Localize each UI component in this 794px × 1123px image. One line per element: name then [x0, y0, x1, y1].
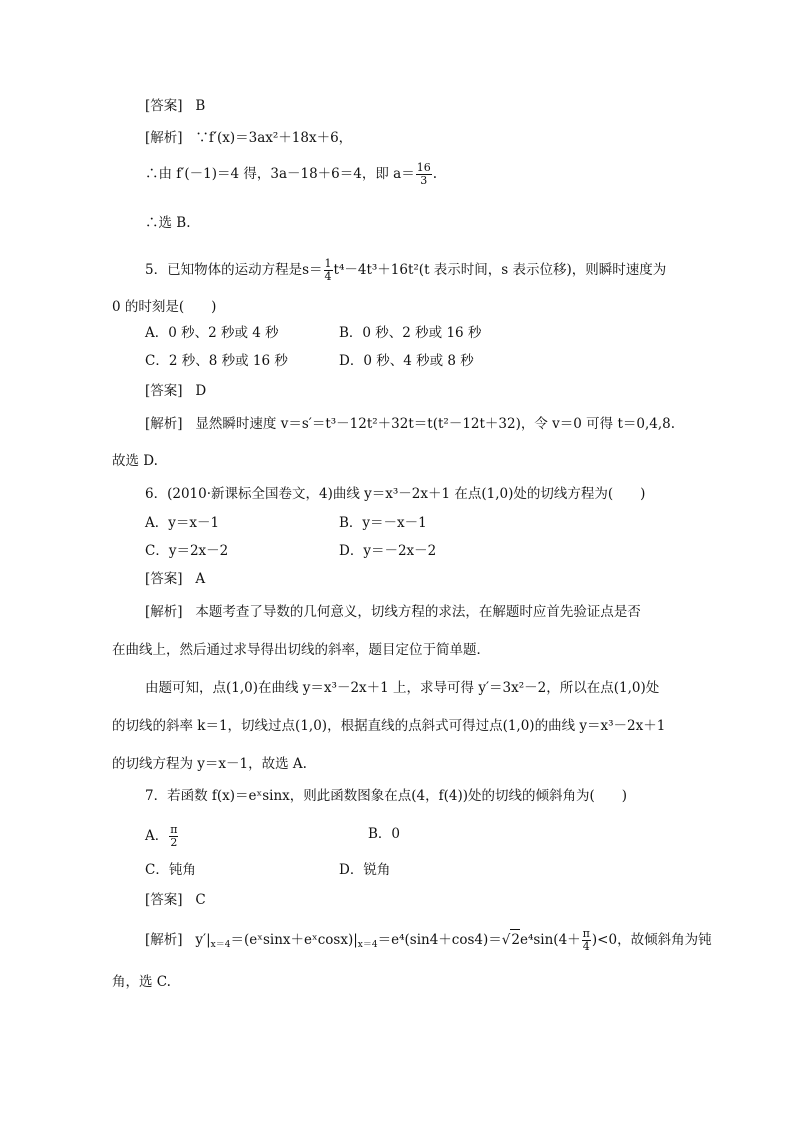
- analysis-line-7-1: [145, 928, 712, 953]
- answer-line-5: [145, 381, 206, 401]
- question-5-line-2: [112, 297, 216, 317]
- formula-part: y′|: [195, 932, 211, 948]
- fraction: [324, 258, 333, 283]
- formula-part: )<0，故倾斜角为钝: [591, 932, 712, 948]
- fraction-numerator: 16: [416, 161, 431, 174]
- option-c: C．钝角: [145, 862, 196, 878]
- analysis-text: 的切线方程为 y＝x－1，故选 A.: [112, 756, 307, 772]
- option-a: [145, 824, 179, 849]
- formula-subscript: x＝4: [210, 940, 231, 950]
- fraction: [169, 824, 178, 849]
- analysis-text: 本题考查了导数的几何意义，切线方程的求法，在解题时应首先验证点是否: [195, 604, 641, 620]
- option-a: A．y＝x－1: [145, 515, 220, 531]
- question-5-line-1: [145, 258, 666, 283]
- question-text: 7．若函数 f(x)＝eˣsinx，则此函数图象在点(4，f(4))处的切线的倾斜角为( ): [145, 788, 628, 804]
- option-b: B．y＝－x－1: [339, 515, 427, 531]
- fraction: [582, 928, 591, 953]
- answer-line-6: [145, 569, 205, 589]
- analysis-text: 的切线的斜率 k＝1，切线过点(1,0)，根据直线的点斜式可得过点(1,0)的曲线 y＝x³－2x＋1: [112, 718, 666, 734]
- fraction-denominator: 3: [420, 174, 428, 187]
- analysis-line-4-3: [145, 213, 191, 233]
- analysis-text: 显然瞬时速度 v＝s′＝t³－12t²＋32t＝t(t²－12t＋32)，令 v＝0 可得 t＝0,4,8.: [195, 416, 676, 432]
- analysis-text: 由题可知，点(1,0)在曲线 y＝x³－2x＋1 上，求导可得 y′＝3x²－2，所以在点(1,0)处: [145, 680, 660, 696]
- question-text: 5．已知物体的运动方程是s＝: [145, 262, 323, 278]
- option-c: C．y＝2x－2: [145, 543, 229, 559]
- question-6-line-1: [145, 484, 645, 504]
- analysis-tag: [解析]: [145, 604, 183, 620]
- analysis-line-6-4: [112, 716, 665, 736]
- formula-part: ＝e⁴(sin4＋cos4)＝: [377, 932, 502, 948]
- option-c: C．2 秒、8 秒或 16 秒: [145, 353, 288, 369]
- fraction-numerator: 1: [324, 257, 332, 270]
- analysis-line-6-3: [145, 678, 659, 698]
- analysis-text: ∴选 B.: [145, 215, 191, 231]
- option-a: A．0 秒、2 秒或 4 秒: [145, 325, 279, 341]
- option-b: B．0: [368, 826, 401, 842]
- analysis-text: 在曲线上，然后通过求导得出切线的斜率，题目定位于简单题．: [112, 642, 490, 658]
- answer-tag: [答案]: [145, 383, 183, 399]
- fraction-denominator: 4: [324, 270, 332, 283]
- fraction-numerator: π: [170, 823, 178, 836]
- answer-tag: [答案]: [145, 98, 183, 114]
- analysis-text: ∴由 f′(－1)＝4 得，3a－18＋6＝4，即 a＝: [145, 166, 415, 182]
- fraction-denominator: 4: [582, 940, 590, 953]
- answer-tag: [答案]: [145, 892, 183, 908]
- analysis-text: .: [432, 166, 437, 182]
- fraction-denominator: 2: [170, 836, 178, 849]
- analysis-text: 故选 D.: [112, 453, 158, 469]
- fraction: [416, 162, 432, 187]
- answer-value: A: [195, 571, 206, 587]
- sqrt-sign: √: [501, 932, 511, 948]
- option-d: D．y＝－2x－2: [339, 543, 437, 559]
- analysis-line-5-2: [112, 451, 158, 471]
- answer-tag: [答案]: [145, 571, 183, 587]
- analysis-tag: [解析]: [145, 416, 183, 432]
- analysis-line-5-1: [145, 414, 675, 434]
- formula-part: ＝(eˣsinx＋eˣcosx)|: [230, 932, 358, 948]
- analysis-line-6-1: [145, 602, 641, 622]
- formula-part: e⁴sin(4＋: [519, 932, 581, 948]
- analysis-tag: [解析]: [145, 932, 183, 948]
- sqrt-radicand: 2: [510, 929, 520, 950]
- analysis-line-4-2: [145, 162, 437, 187]
- analysis-text: ∵f′(x)＝3ax²＋18x＋6，: [195, 130, 353, 146]
- option-d: D．锐角: [339, 862, 391, 878]
- question-7-line-1: [145, 786, 627, 806]
- answer-line-7: [145, 890, 206, 910]
- option-d: D．0 秒、4 秒或 8 秒: [339, 353, 474, 369]
- analysis-line-4-1: [145, 128, 352, 148]
- analysis-line-7-2: [112, 972, 171, 992]
- answer-value: C: [195, 892, 206, 908]
- fraction-numerator: π: [582, 927, 590, 940]
- analysis-text: 角，选 C.: [112, 974, 171, 990]
- answer-line-4: [145, 96, 205, 116]
- option-label: A．: [145, 828, 169, 844]
- question-text: 6．(2010·新课标全国卷文，4)曲线 y＝x³－2x＋1 在点(1,0)处的切线方程为( ): [145, 486, 646, 502]
- analysis-tag: [解析]: [145, 130, 183, 146]
- analysis-line-6-5: [112, 754, 307, 774]
- question-text: 0 的时刻是( ): [112, 299, 217, 315]
- answer-value: B: [195, 98, 206, 114]
- question-text: t⁴－4t³＋16t²(t 表示时间，s 表示位移)，则瞬时速度为: [333, 262, 667, 278]
- formula-subscript: x＝4: [357, 940, 378, 950]
- answer-value: D: [195, 383, 207, 399]
- option-b: B．0 秒、2 秒或 16 秒: [339, 325, 482, 341]
- analysis-line-6-2: [112, 640, 490, 660]
